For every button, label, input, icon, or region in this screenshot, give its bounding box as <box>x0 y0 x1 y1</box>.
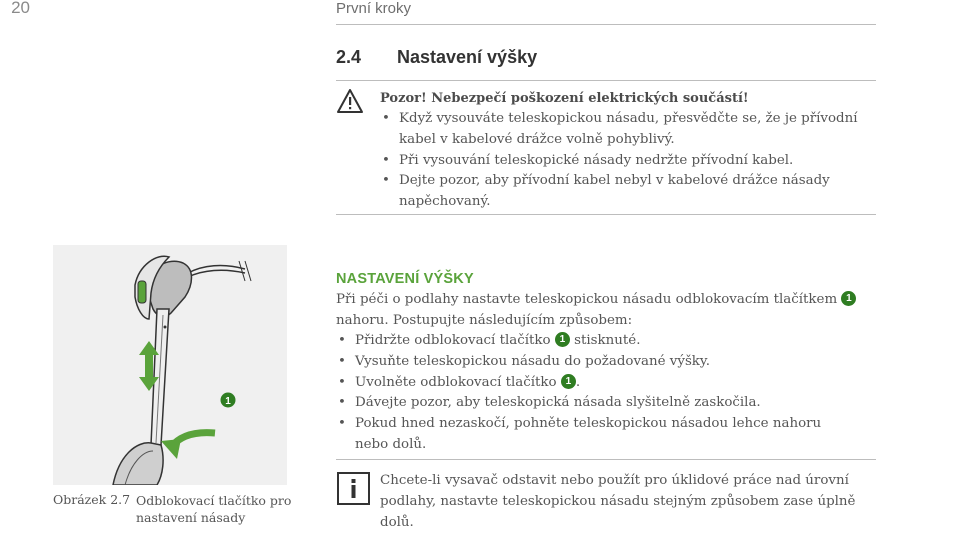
unlock-button-callout: 1 <box>561 374 576 389</box>
warning-list <box>380 109 860 213</box>
figure-callout-badge: 1 <box>225 396 231 407</box>
info-icon <box>337 472 370 505</box>
section-divider <box>336 80 876 81</box>
step-item: • Pokud hned nezaskočí, pohněte teleskopickou násadou lehce nahoru nebo dolů. <box>338 416 822 452</box>
warning-item: • Dejte pozor, aby přívodní kabel nebyl v kabelové drážce násady napěchovaný. <box>382 173 830 210</box>
step-item: • Přidržte odblokovací tlačítko 1 stisknuté. <box>338 333 641 348</box>
intro-paragraph-line: Při péči o podlahy nastavte teleskopickou násadu odblokovacím tlačítkem 1 <box>336 290 856 311</box>
subsection-heading: NASTAVENÍ VÝŠKY <box>336 271 474 287</box>
page-number: 20 <box>11 0 30 17</box>
step-item: • Vysuňte teleskopickou násadu do požadované výšky. <box>338 353 710 369</box>
unlock-button-callout: 1 <box>555 332 570 347</box>
chapter-title: První kroky <box>336 0 412 17</box>
info-divider <box>336 459 876 460</box>
warning-divider <box>336 214 876 215</box>
step-item: • Dávejte pozor, aby teleskopická násada slyšitelně zaskočila. <box>338 395 761 411</box>
section-title: Nastavení výšky <box>397 47 538 67</box>
step-item: • Uvolněte odblokovací tlačítko 1 . <box>338 374 581 390</box>
unlock-button-callout: 1 <box>841 291 856 306</box>
warning-triangle-icon <box>336 88 364 114</box>
intro-paragraph-line: nahoru. Postupujte následujícím způsobem: <box>336 313 633 328</box>
warning-item: • Když vysouváte teleskopickou násadu, přesvědčte se, že je přívodní kabel v kabelové drážce volně pohyblivý. <box>382 111 858 147</box>
warning-title: Pozor! Nebezpečí poškození elektrických součástí! <box>380 91 749 106</box>
section-number: 2.4 <box>336 47 362 67</box>
figure-caption-text: Odblokovací tlačítko pro nastavení násady <box>136 493 292 525</box>
warning-item: • Při vysouvání teleskopické násady nedržte přívodní kabel. <box>382 152 794 168</box>
header-divider <box>336 24 876 25</box>
info-text: Chcete-li vysavač odstavit nebo použít pro úklidové práce nad úrovní podlahy, nastavte teleskopickou násadu stejným způsobem zase úplně dolů. <box>380 473 856 530</box>
figure-caption-number: Obrázek 2.7 <box>53 492 131 507</box>
vacuum-handle-illustration <box>53 245 287 485</box>
figure-illustration <box>53 245 287 485</box>
steps-list <box>336 331 856 456</box>
